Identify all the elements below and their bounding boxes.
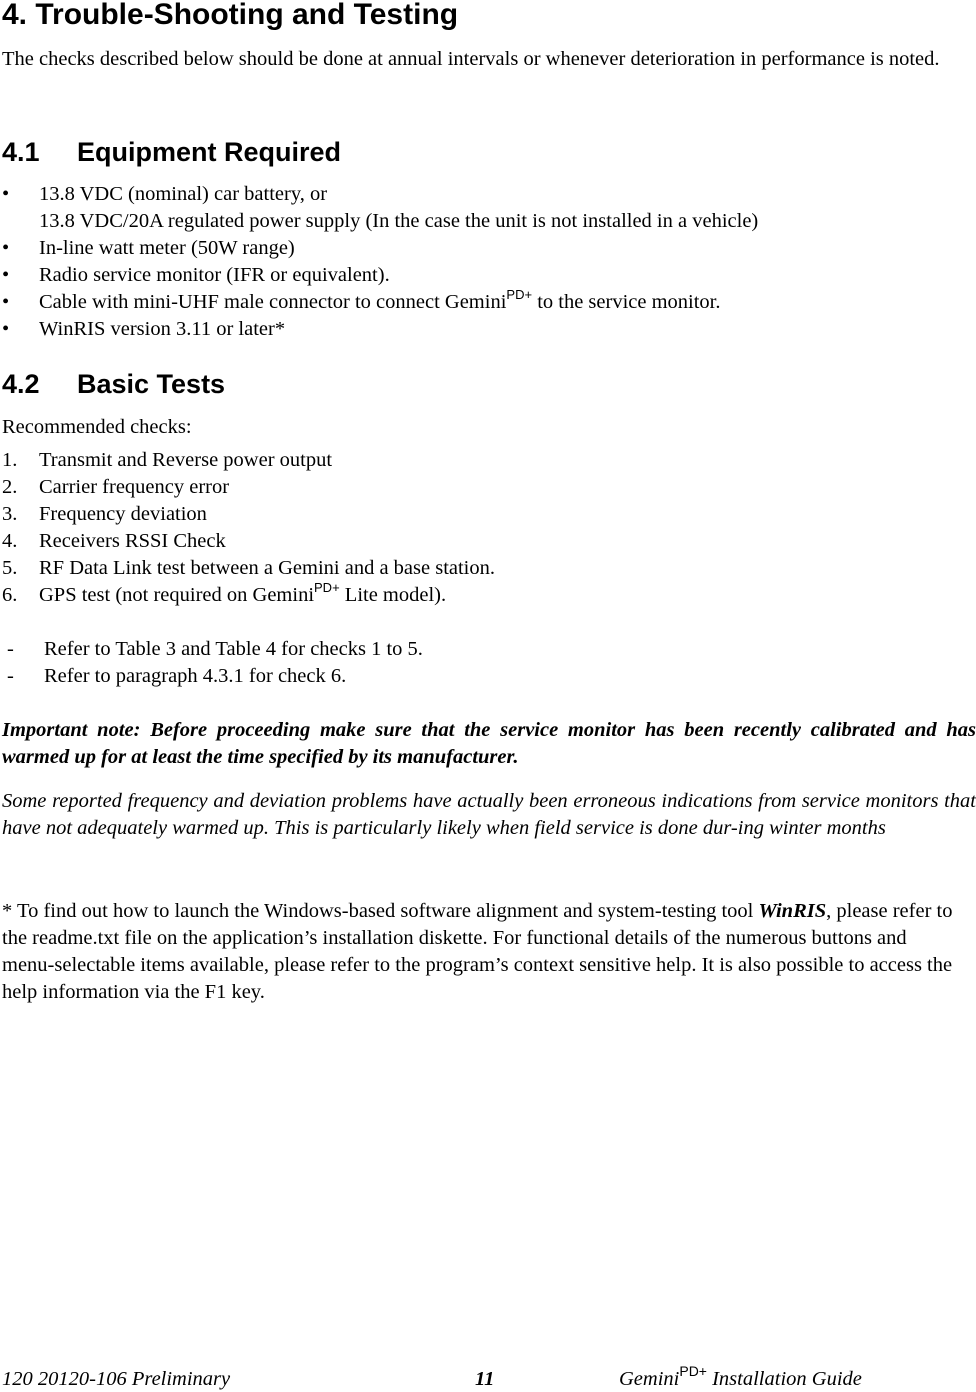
item-text: In-line watt meter (50W range)	[39, 237, 295, 259]
page-footer	[0, 1363, 976, 1392]
intro-paragraph: The checks described below should be done at annual intervals or whenever deterioration in performance is noted.	[2, 48, 940, 70]
list-item	[2, 447, 962, 474]
list-item	[2, 555, 962, 582]
chapter-title: 4. Trouble-Shooting and Testing	[2, 0, 459, 31]
item-text: to the service monitor.	[532, 291, 721, 313]
item-text: Carrier frequency error	[39, 476, 230, 498]
item-text: Lite model).	[339, 584, 447, 606]
guide-title	[619, 1363, 862, 1392]
section-heading-basic-tests	[2, 369, 225, 399]
list-item	[2, 528, 962, 555]
item-number: 3.	[2, 503, 18, 525]
reference-list	[2, 636, 423, 690]
bullet: •	[2, 264, 10, 286]
item-text: Refer to Table 3 and Table 4 for checks 1 to 5.	[44, 638, 423, 660]
bullet: •	[2, 318, 10, 340]
footnote-text: * To find out how to launch the Windows-based software alignment and system-testing tool	[2, 900, 759, 922]
bullet: •	[2, 237, 10, 259]
section-title: Basic Tests	[77, 369, 226, 399]
item-text: Receivers RSSI Check	[39, 530, 226, 552]
bullet: •	[2, 291, 10, 313]
item-text: Transmit and Reverse power output	[39, 449, 333, 471]
item-number: 4.	[2, 530, 18, 552]
list-item	[2, 235, 962, 262]
item-text: Cable with mini-UHF male connector to connect Gemini	[39, 291, 507, 313]
section-number: 4.2	[2, 369, 40, 399]
list-item	[2, 262, 962, 289]
list-item	[2, 582, 962, 609]
item-text: Refer to paragraph 4.3.1 for check 6.	[44, 665, 347, 687]
item-number: 6.	[2, 584, 18, 606]
dash-mark: -	[7, 665, 14, 687]
list-item	[2, 181, 962, 235]
list-item	[2, 316, 962, 343]
checks-lead: Recommended checks:	[2, 416, 192, 438]
item-text: 13.8 VDC/20A regulated power supply (In the case the unit is not installed in a vehicle)	[39, 210, 759, 232]
italic-note: Some reported frequency and deviation problems have actually been erroneous indications from service monitors that have not adequately warmed up. This is particularly likely when field service is done dur-ing winter months	[2, 790, 976, 839]
footnote-text: , please refer to the readme.txt file on the application’s installation diskette. For functional details of the numerous buttons and menu-selectable items available, please refer to the program’s context sensitive help. It is also possible to access the help information via the F1 key.	[2, 900, 953, 1003]
item-number: 2.	[2, 476, 18, 498]
superscript: PD+	[679, 1363, 707, 1379]
section-heading-equipment	[2, 137, 341, 167]
product-name: Gemini	[619, 1368, 680, 1390]
item-number: 5.	[2, 557, 18, 579]
important-note: Important note: Before proceeding make sure that the service monitor has been recently calibrated and has warmed up for at least the time specified by its manufacturer.	[2, 719, 976, 768]
list-item	[2, 474, 962, 501]
section-number: 4.1	[2, 137, 40, 167]
item-text: 13.8 VDC (nominal) car battery, or	[39, 183, 328, 205]
list-item	[2, 289, 962, 316]
footnote	[2, 898, 962, 1006]
winris-name: WinRIS	[758, 900, 827, 922]
item-text: WinRIS version 3.11 or later*	[39, 318, 286, 340]
superscript: PD+	[506, 287, 533, 302]
section-title: Equipment Required	[77, 137, 342, 167]
bullet: •	[2, 183, 10, 205]
guide-name: Installation Guide	[706, 1368, 862, 1390]
list-item	[2, 501, 962, 528]
page-number: 11	[475, 1368, 495, 1390]
equipment-list	[2, 181, 962, 343]
checks-list	[2, 447, 962, 609]
superscript: PD+	[314, 580, 340, 595]
item-number: 1.	[2, 449, 18, 471]
item-text: Frequency deviation	[39, 503, 207, 525]
item-text: Radio service monitor (IFR or equivalent).	[39, 264, 390, 286]
list-item	[2, 663, 423, 690]
dash-mark: -	[7, 638, 14, 660]
document-id: 120 20120-106 Preliminary	[2, 1368, 231, 1390]
list-item	[2, 636, 423, 663]
item-text: GPS test (not required on Gemini	[39, 584, 315, 606]
item-text: RF Data Link test between a Gemini and a base station.	[39, 557, 496, 579]
